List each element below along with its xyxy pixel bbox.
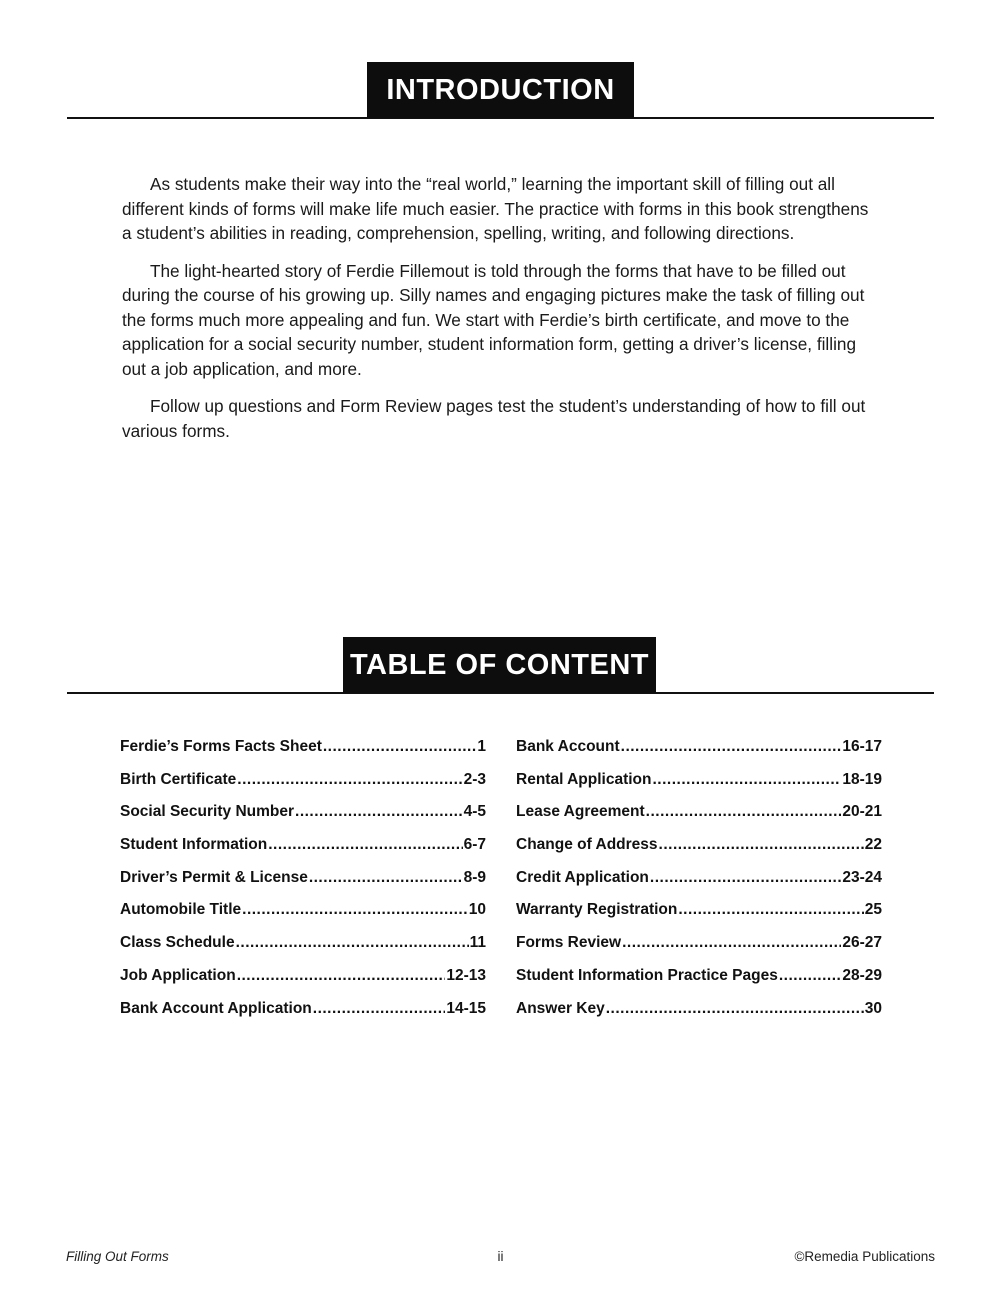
toc-entry-page: 1 <box>477 738 486 755</box>
toc-entry[interactable] <box>120 869 486 902</box>
toc-entry-page: 16-17 <box>842 738 882 755</box>
toc-entry-page: 20-21 <box>842 803 882 821</box>
toc-entry-page: 6-7 <box>463 836 486 854</box>
toc-entry-page: 22 <box>864 836 882 854</box>
toc-entry[interactable] <box>516 967 882 1000</box>
toc-leader-dots <box>653 771 842 789</box>
toc-header <box>67 637 934 695</box>
toc-entry-page: 18-19 <box>842 770 882 788</box>
toc-leader-dots <box>621 738 842 756</box>
toc-leader-dots <box>678 901 863 919</box>
toc-entry-title: Bank Account <box>516 738 620 755</box>
toc-leader-dots <box>646 803 842 821</box>
toc-entry-page: 12-13 <box>446 966 486 984</box>
toc-entry-page: 10 <box>468 901 486 919</box>
toc-entry-title: Driver’s Permit & License <box>120 868 308 886</box>
toc-entry[interactable] <box>516 934 882 967</box>
toc-leader-dots <box>237 771 462 789</box>
toc-entry[interactable] <box>516 901 882 934</box>
toc-leader-dots <box>295 803 463 821</box>
toc-leader-dots <box>622 934 841 952</box>
footer-book-title: Filling Out Forms <box>66 1249 169 1264</box>
toc-entry[interactable] <box>120 934 486 967</box>
toc-left-column <box>120 738 486 1032</box>
toc-entry-page: 11 <box>469 934 486 952</box>
toc-entry-title: Automobile Title <box>120 901 242 919</box>
toc-entry[interactable] <box>516 836 882 869</box>
toc-leader-dots <box>236 934 469 952</box>
toc-entry-title: Credit Application <box>516 868 649 886</box>
toc-entry-page: 8-9 <box>463 868 486 886</box>
toc-entry-page: 14-15 <box>446 999 486 1017</box>
toc-entry-page: 26-27 <box>842 934 882 952</box>
introduction-header <box>67 62 934 120</box>
toc-entry[interactable] <box>516 869 882 902</box>
toc-entry[interactable] <box>516 1000 882 1033</box>
toc-right-column <box>516 738 882 1032</box>
toc-entry-title: Birth Certificate <box>120 770 237 788</box>
toc-leader-dots <box>237 967 446 985</box>
toc-leader-dots <box>309 869 463 887</box>
toc-leader-dots <box>650 869 841 887</box>
toc-heading: TABLE OF CONTENT <box>343 637 656 693</box>
toc-entry-title: Student Information Practice Pages <box>516 966 778 984</box>
toc-entry-title: Bank Account Application <box>120 999 312 1017</box>
toc-entry-title: Change of Address <box>516 836 658 854</box>
toc-entry-title: Ferdie’s Forms Facts Sheet <box>120 738 322 755</box>
toc-entry-title: Job Application <box>120 966 236 984</box>
toc-leader-dots <box>659 836 864 854</box>
toc-leader-dots <box>313 1000 446 1018</box>
toc-entry[interactable] <box>516 803 882 836</box>
toc-leader-dots <box>779 967 842 985</box>
footer-page-number: ii <box>497 1249 504 1264</box>
toc-leader-dots <box>606 1000 864 1018</box>
toc-entry-page: 2-3 <box>463 770 486 788</box>
toc-entry-title: Lease Agreement <box>516 803 645 821</box>
toc-entry-title: Answer Key <box>516 999 605 1017</box>
toc-entry-page: 28-29 <box>842 966 882 984</box>
toc-entry-title: Student Information <box>120 836 268 854</box>
intro-paragraph: Follow up questions and Form Review pages test the student’s understanding of how to fill out various forms. <box>122 396 866 441</box>
intro-paragraph: As students make their way into the “real world,” learning the important skill of filling out all different kinds of forms will make life much easier. The practice with forms in this book strengthens a student’s abilities in reading, comprehension, spelling, writing, and following directions. <box>122 174 869 243</box>
toc-entry[interactable] <box>120 967 486 1000</box>
toc-entry-title: Forms Review <box>516 934 622 952</box>
introduction-heading: INTRODUCTION <box>367 62 634 118</box>
toc-entry-page: 23-24 <box>842 868 882 886</box>
toc-entry[interactable] <box>120 738 486 771</box>
toc-entry[interactable] <box>120 803 486 836</box>
footer-publisher: ©Remedia Publications <box>794 1249 935 1264</box>
toc-entry[interactable] <box>120 901 486 934</box>
toc-entry-title: Social Security Number <box>120 803 295 821</box>
toc-entry-page: 30 <box>864 999 882 1017</box>
introduction-body <box>122 172 882 456</box>
toc-leader-dots <box>323 738 477 756</box>
toc-entry[interactable] <box>120 836 486 869</box>
toc-entry-page: 4-5 <box>463 803 486 821</box>
toc-entry-title: Warranty Registration <box>516 901 678 919</box>
toc-leader-dots <box>268 836 462 854</box>
toc-entry[interactable] <box>120 1000 486 1033</box>
intro-paragraph: The light-hearted story of Ferdie Fillemout is told through the forms that have to be filled out during the course of his growing up. Silly names and engaging pictures make the task of filling out the forms much more appealing and fun. We start with Ferdie’s birth certificate, and move to the application for a social security number, student information form, getting a driver’s license, filling out a job application, and more. <box>122 260 865 379</box>
toc-entry-title: Rental Application <box>516 770 652 788</box>
toc-entry-title: Class Schedule <box>120 934 235 952</box>
toc-entry[interactable] <box>516 738 882 771</box>
toc-entry[interactable] <box>516 771 882 804</box>
toc-entry[interactable] <box>120 771 486 804</box>
toc-leader-dots <box>242 901 468 919</box>
toc-entry-page: 25 <box>864 901 882 919</box>
